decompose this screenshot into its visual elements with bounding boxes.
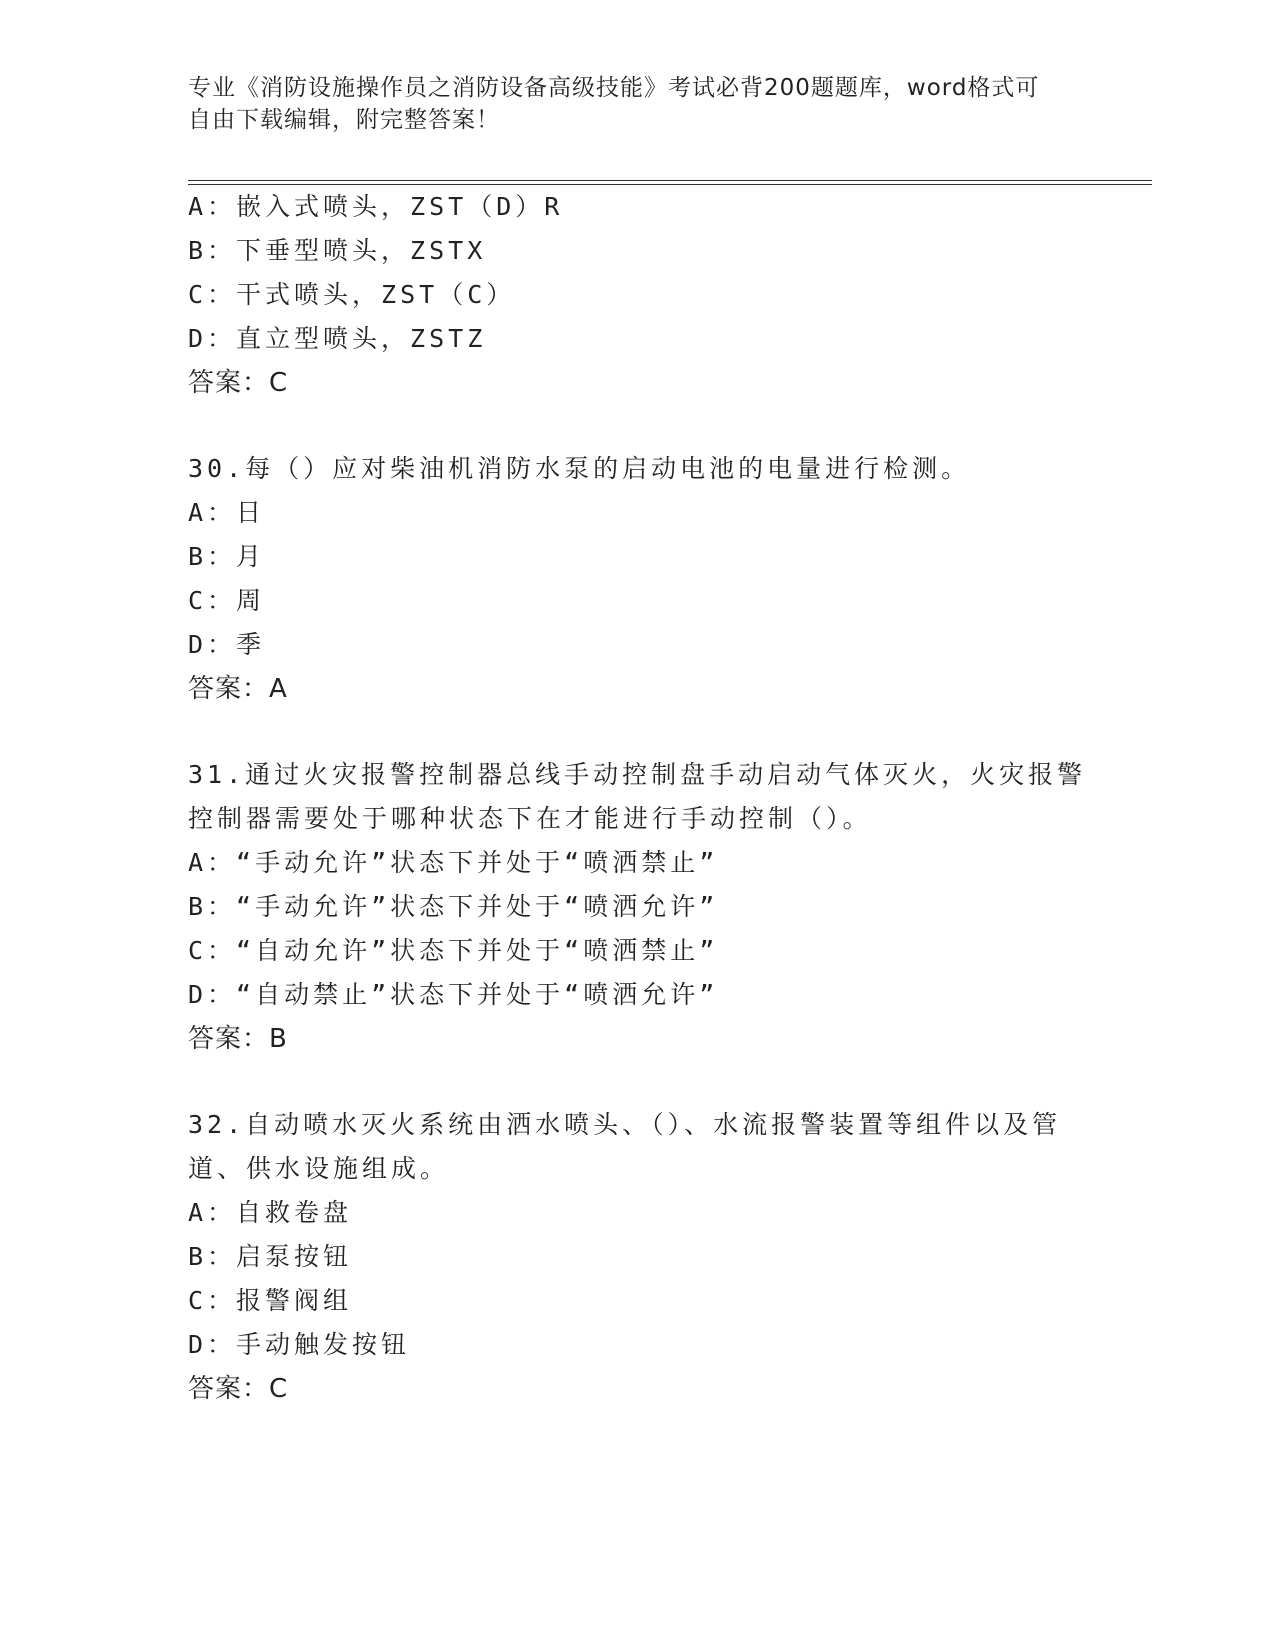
q31-option-a: A：“手动允许”状态下并处于“喷洒禁止” (188, 848, 719, 877)
q31-answer: 答案：B (188, 1024, 288, 1054)
q31-option-d: D：“自动禁止”状态下并处于“喷洒允许” (188, 980, 719, 1009)
q30-option-b: B：月 (188, 542, 266, 571)
q30-option-d: D：季 (188, 630, 266, 659)
q29-option-a: A：嵌入式喷头，ZST（D）R (188, 192, 564, 221)
header-line-2: 自由下载编辑，附完整答案！ (188, 107, 500, 133)
q30-option-c: C：周 (188, 586, 266, 615)
q32-question-line-2: 道、供水设施组成。 (188, 1154, 450, 1183)
q32-option-b: B：启泵按钮 (188, 1242, 353, 1271)
q29-option-d: D：直立型喷头，ZSTZ (188, 324, 487, 353)
header-divider-top (188, 180, 1152, 181)
q32-option-d: D：手动触发按钮 (188, 1330, 411, 1359)
q30-question: 30.每（）应对柴油机消防水泵的启动电池的电量进行检测。 (188, 454, 971, 483)
header-divider-bottom (188, 184, 1152, 185)
header-line-1: 专业《消防设施操作员之消防设备高级技能》考试必背200题题库，word格式可 (188, 75, 1040, 101)
document-header (188, 72, 1068, 136)
q30-answer: 答案：A (188, 674, 288, 704)
q32-question-line-1: 32.自动喷水灭火系统由洒水喷头、（）、水流报警装置等组件以及管 (188, 1110, 1062, 1139)
q32-answer: 答案：C (188, 1374, 289, 1404)
q29-option-c: C：干式喷头，ZST（C） (188, 280, 516, 309)
q29-answer: 答案：C (188, 368, 289, 398)
q31-option-c: C：“自动允许”状态下并处于“喷洒禁止” (188, 936, 719, 965)
q32-option-a: A：自救卷盘 (188, 1198, 353, 1227)
q31-question-line-2: 控制器需要处于哪种状态下在才能进行手动控制（）。 (188, 804, 872, 833)
q31-option-b: B：“手动允许”状态下并处于“喷洒允许” (188, 892, 719, 921)
q29-option-b: B：下垂型喷头，ZSTX (188, 236, 487, 265)
q30-option-a: A：日 (188, 498, 266, 527)
q31-question-line-1: 31.通过火灾报警控制器总线手动控制盘手动启动气体灭火，火灾报警 (188, 760, 1087, 789)
q32-option-c: C：报警阀组 (188, 1286, 353, 1315)
